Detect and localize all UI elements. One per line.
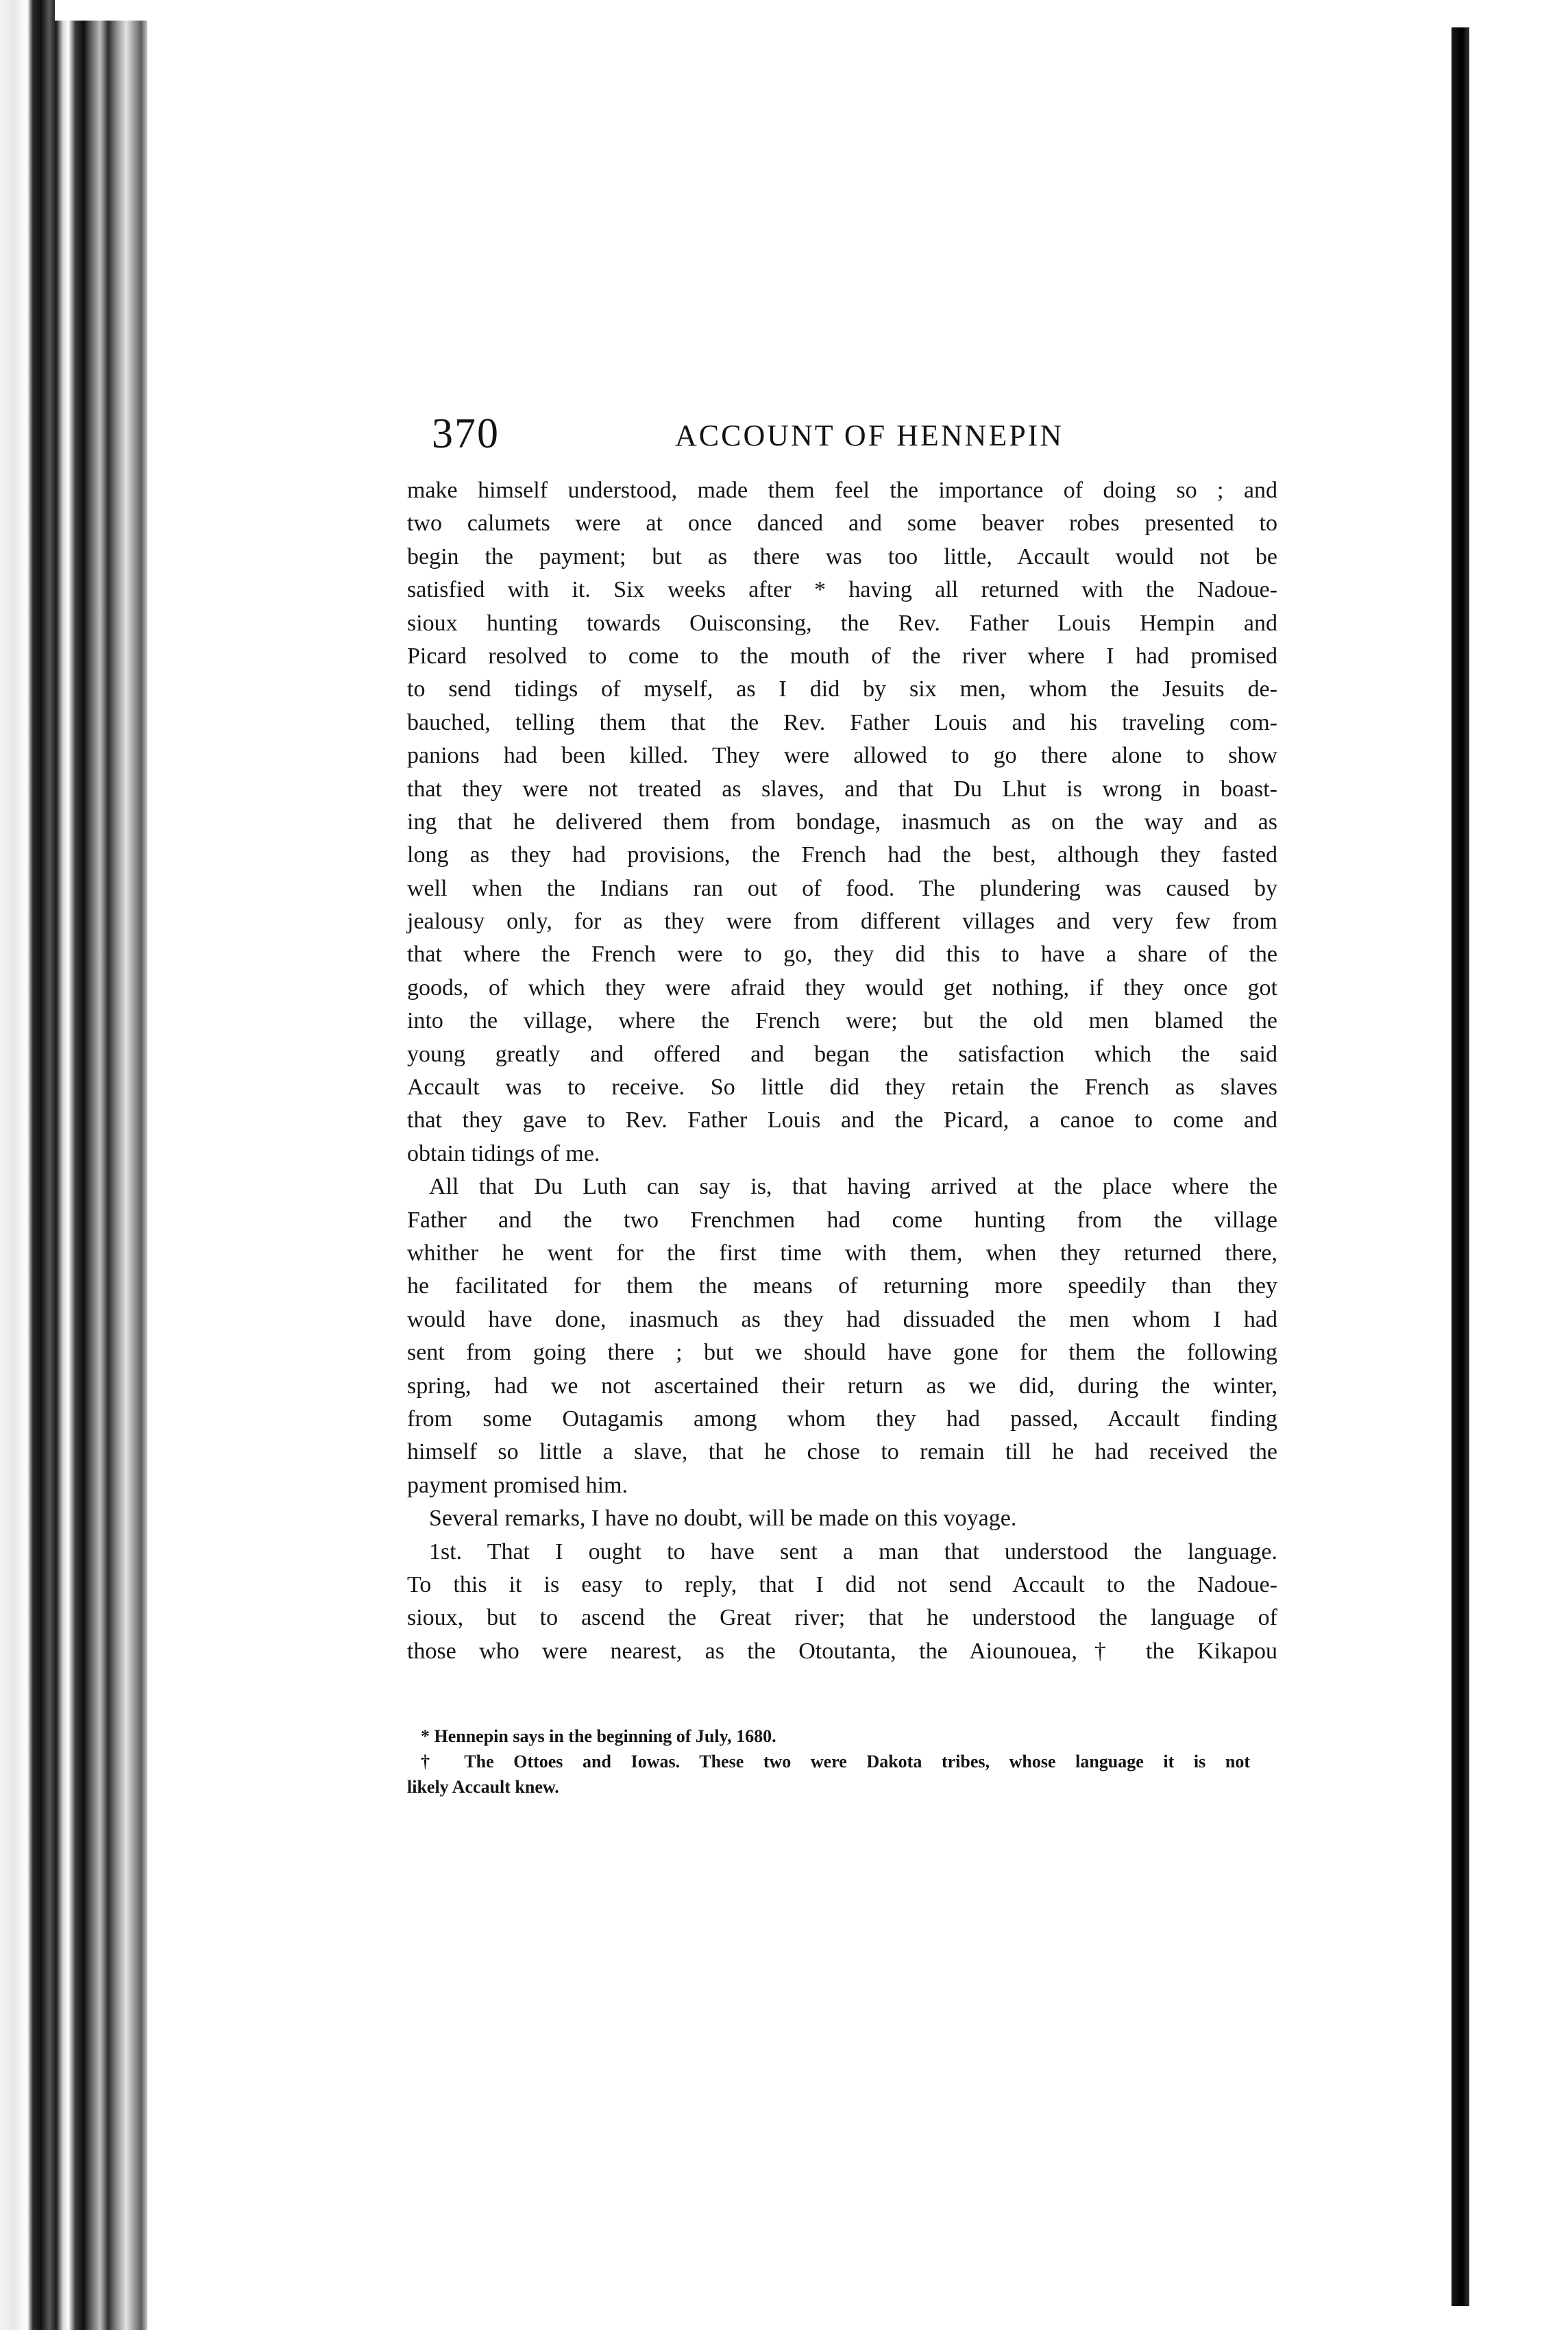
body-line: sent from going there ; but we should have gone for them the following bbox=[407, 1340, 1277, 1366]
page-header bbox=[432, 410, 1117, 458]
body-text bbox=[407, 474, 1277, 1668]
body-line: Father and the two Frenchmen had come hunting from the village bbox=[407, 1207, 1277, 1233]
body-line: panions had been killed. They were allowed to go there alone to show bbox=[407, 743, 1277, 769]
body-line: ing that he delivered them from bondage, inasmuch as on the way and as bbox=[407, 809, 1277, 835]
body-line: 1st. That I ought to have sent a man that understood the language. bbox=[429, 1538, 1277, 1565]
body-line: would have done, inasmuch as they had dissuaded the men whom I had bbox=[407, 1306, 1277, 1332]
body-line: To this it is easy to reply, that I did not send Accault to the Nadoue- bbox=[407, 1571, 1277, 1597]
body-line: well when the Indians ran out of food. The plundering was caused by bbox=[407, 875, 1277, 901]
body-line: sioux, but to ascend the Great river; that he understood the language of bbox=[407, 1605, 1277, 1631]
body-line: long as they had provisions, the French had the best, although they fasted bbox=[407, 842, 1277, 868]
body-line: bauched, telling them that the Rev. Father Louis and his traveling com- bbox=[407, 709, 1277, 735]
body-line: from some Outagamis among whom they had passed, Accault finding bbox=[407, 1406, 1277, 1432]
body-line: himself so little a slave, that he chose to remain till he had received the bbox=[407, 1439, 1277, 1465]
right-margin bbox=[1469, 0, 1568, 2330]
body-line: young greatly and offered and began the satisfaction which the said bbox=[407, 1041, 1277, 1067]
body-line: satisfied with it. Six weeks after * having all returned with the Nadoue- bbox=[407, 577, 1277, 603]
body-line: obtain tidings of me. bbox=[407, 1140, 600, 1166]
body-line: into the village, where the French were; but the old men blamed the bbox=[407, 1008, 1277, 1034]
book-binding bbox=[0, 0, 147, 2330]
body-line: All that Du Luth can say is, that having arrived at the place where the bbox=[429, 1174, 1277, 1200]
body-line: spring, had we not ascertained their return as we did, during the winter, bbox=[407, 1373, 1277, 1399]
body-line: jealousy only, for as they were from different villages and very few from bbox=[407, 909, 1277, 935]
body-line: those who were nearest, as the Otoutanta, the Aiounouea,† the Kikapou bbox=[407, 1638, 1277, 1664]
right-page-edge bbox=[1451, 27, 1469, 2306]
footnotes bbox=[407, 1724, 1250, 1800]
body-line: payment promised him. bbox=[407, 1472, 628, 1498]
body-line: sioux hunting towards Ouisconsing, the Rev. Father Louis Hempin and bbox=[407, 610, 1277, 636]
body-line: make himself understood, made them feel the importance of doing so ; and bbox=[407, 478, 1277, 503]
binding-top-gap bbox=[55, 0, 147, 21]
body-line: Several remarks, I have no doubt, will be made on this voyage. bbox=[429, 1506, 1017, 1532]
running-head: ACCOUNT OF HENNEPIN bbox=[675, 419, 1064, 452]
body-line: whither he went for the first time with them, when they returned there, bbox=[407, 1240, 1277, 1266]
body-line: two calumets were at once danced and some beaver robes presented to bbox=[407, 511, 1277, 537]
body-line: that they were not treated as slaves, and that Du Lhut is wrong in boast- bbox=[407, 776, 1277, 802]
footnote-line: † The Ottoes and Iowas. These two were Dakota tribes, whose language it is not bbox=[421, 1752, 1250, 1771]
body-line: that where the French were to go, they did this to have a share of the bbox=[407, 942, 1277, 968]
body-line: Accault was to receive. So little did they retain the French as slaves bbox=[407, 1075, 1277, 1101]
body-line: that they gave to Rev. Father Louis and the Picard, a canoe to come and bbox=[407, 1107, 1277, 1133]
body-line: he facilitated for them the means of returning more speedily than they bbox=[407, 1273, 1277, 1299]
body-line: begin the payment; but as there was too little, Accault would not be bbox=[407, 543, 1277, 569]
body-line: to send tidings of myself, as I did by six men, whom the Jesuits de- bbox=[407, 676, 1277, 702]
body-line: Picard resolved to come to the mouth of the river where I had promised bbox=[407, 643, 1277, 669]
body-line: goods, of which they were afraid they would get nothing, if they once got bbox=[407, 974, 1277, 1001]
footnote-line: likely Accault knew. bbox=[407, 1777, 559, 1797]
footnote-line: * Hennepin says in the beginning of July, 1680. bbox=[421, 1726, 776, 1746]
page-number: 370 bbox=[432, 410, 500, 457]
